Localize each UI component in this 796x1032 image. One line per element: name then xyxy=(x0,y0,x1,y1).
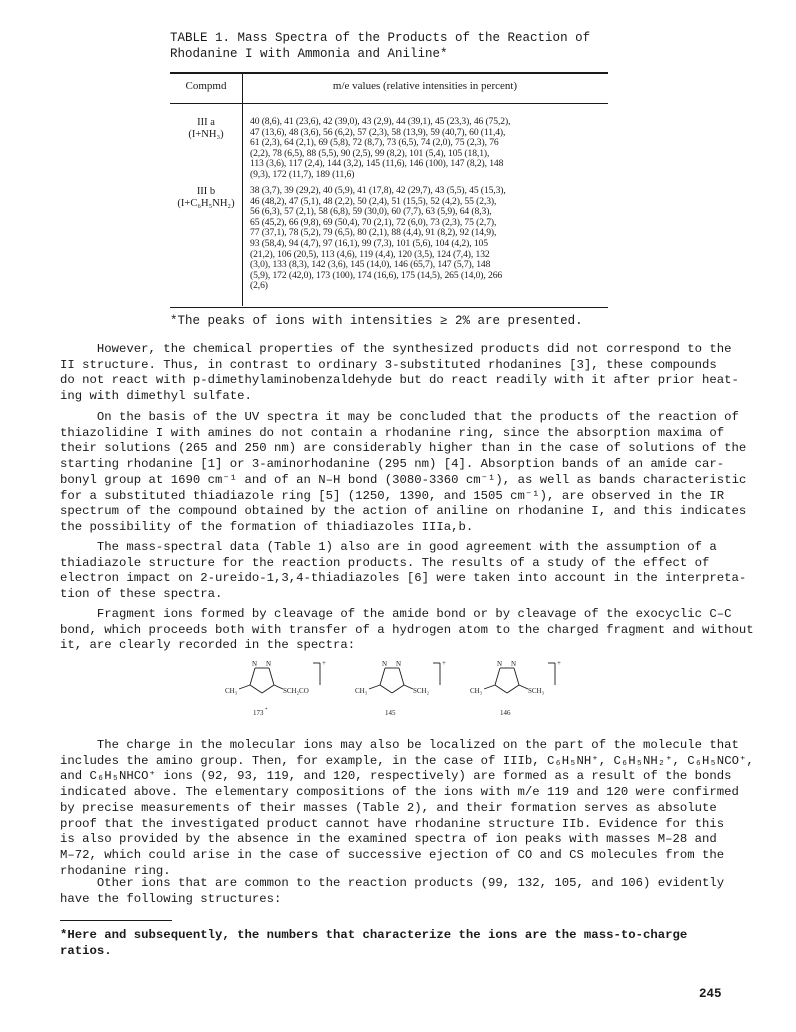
text-line: Fragment ions formed by cleavage of the amide bond or by cleavage of the exocyclic C–C xyxy=(60,607,732,621)
text-line: On the basis of the UV spectra it may be concluded that the products of the reaction of xyxy=(60,410,739,424)
text-line: bond, which proceeds both with transfer of a hydrogen atom to the charged fragment and without xyxy=(60,622,754,637)
ion-mass-mark: * xyxy=(265,708,268,713)
table-top-rule xyxy=(170,72,608,74)
mz-line: (9,3), 172 (11,7), 189 (11,6) xyxy=(250,168,355,180)
mz-line: 38 (3,7), 39 (29,2), 40 (5,9), 41 (17,8), 42 (29,7), 43 (5,5), 45 (15,3), xyxy=(250,185,506,196)
structure-145 xyxy=(355,659,446,717)
compound-name: III b xyxy=(196,186,216,197)
paragraph-uv-spectra xyxy=(60,410,750,536)
mz-line: 56 (6,3), 57 (2,1), 58 (6,8), 59 (30,0), 60 (7,7), 63 (5,9), 64 (8,3), xyxy=(250,206,492,218)
mz-line: 65 (45,2), 66 (9,8), 69 (50,4), 70 (2,1), 72 (6,0), 73 (2,3), 75 (2,7), xyxy=(250,216,497,228)
text-line: the possibility of the formation of thiadiazoles IIIa,b. xyxy=(60,519,474,534)
text-line: tion of these spectra. xyxy=(60,587,223,602)
ion-mass-label: 173 xyxy=(253,709,264,717)
ring-bond xyxy=(262,685,274,693)
ring-bond xyxy=(250,668,255,685)
substituent-bond xyxy=(239,685,250,689)
text-line: for a substituted thiadiazole ring [5] (1250, 1390, and 1505 cm⁻¹), are observed in the IR xyxy=(60,488,725,503)
ring-bond xyxy=(380,668,385,685)
ring-atom-N: N xyxy=(252,660,258,668)
thiadiazole-fragment-structures xyxy=(225,655,565,725)
text-line: thiadiazole structure for the reaction products. The results of a study of the effect of xyxy=(60,555,710,570)
text-line: starting rhodanine [1] or 3-aminorhodanine (295 nm) [4]. Absorption bands of an amide car- xyxy=(60,457,725,472)
text-line: it, are clearly recorded in the spectra: xyxy=(60,638,356,653)
substituent-bond xyxy=(274,685,283,689)
text-line: electron impact on 2-ureido-1,3,4-thiadiazoles [6] were taken into account in the interpreta- xyxy=(60,571,747,586)
paragraph-other-ions xyxy=(60,876,750,907)
mz-line: 113 (3,6), 117 (2,4), 144 (3,2), 145 (11,6), 146 (100), 147 (8,2), 148 xyxy=(250,158,504,170)
mz-line: (21,2), 106 (20,5), 113 (4,6), 119 (4,4), 120 (3,5), 124 (7,4), 132 xyxy=(250,248,490,260)
text-line: bonyl group at 1690 cm⁻¹ and of an N–H bond (3080-3360 cm⁻¹), as well as bands characteristic xyxy=(60,472,747,487)
ring-bond xyxy=(392,685,404,693)
compound-reagent: (I+NH₃) xyxy=(188,129,224,140)
ring-bond xyxy=(250,685,262,693)
mz-line: (3,0), 133 (8,3), 142 (3,6), 145 (14,0), 146 (65,7), 147 (5,7), 148 xyxy=(250,259,491,271)
column-header-compound: Compmd xyxy=(185,80,227,92)
mz-line: 61 (2,3), 64 (2,1), 69 (5,8), 72 (8,7), 73 (6,5), 74 (2,0), 75 (2,3), 76 xyxy=(250,137,499,149)
text-line: Other ions that are common to the reaction products (99, 132, 105, and 106) evidently xyxy=(60,876,725,890)
ion-charge: + xyxy=(322,659,326,667)
substituent-bond xyxy=(369,685,380,689)
mz-line: (2,2), 78 (6,5), 88 (5,5), 90 (2,5), 99 (8,2), 101 (5,4), 105 (18,1), xyxy=(250,147,490,159)
text-line: II structure. Thus, in contrast to ordinary 3-substituted rhodanines [3], these compounds xyxy=(60,357,717,372)
ion-charge: + xyxy=(442,659,446,667)
mz-line: 47 (13,6), 48 (3,6), 56 (6,2), 57 (2,3), 58 (13,9), 59 (40,7), 60 (11,4), xyxy=(250,126,506,138)
text-line: includes the amino group. Then, for example, in the case of IIIb, C₆H₅NH⁺, C₆H₅NH₂⁺, C₆H₅NCO⁺, xyxy=(60,753,754,768)
methyl-label: CH₃ xyxy=(355,687,368,695)
structure-173 xyxy=(225,659,326,717)
text-line: *Here and subsequently, the numbers that characterize the ions are the mass-to-charge xyxy=(60,928,688,942)
column-header-mz-values: m/e values (relative intensities in percent) xyxy=(332,80,518,92)
substituent-bond xyxy=(519,685,528,689)
table-caption-line-2: Rhodanine I with Ammonia and Aniline* xyxy=(170,47,448,61)
page-footnote xyxy=(60,928,750,959)
text-line: M–72, which could arise in the case of successive ejection of CO and CS molecules from the xyxy=(60,847,725,862)
ion-mass-label: 145 xyxy=(385,709,396,717)
text-line: spectrum of the compound obtained by the action of aniline on rhodanine I, and this indicates xyxy=(60,504,747,519)
text-line: The mass-spectral data (Table 1) also are in good agreement with the assumption of a xyxy=(60,540,717,554)
paragraph-chemical-properties xyxy=(60,342,750,405)
paragraph-fragment-ions xyxy=(60,607,754,654)
table-bottom-rule xyxy=(170,307,608,308)
ring-atom-N: N xyxy=(382,660,388,668)
text-line: indicated above. The elementary compositions of the ions with m/e 119 and 120 were confirmed xyxy=(60,785,739,800)
text-line: ratios. xyxy=(60,943,112,958)
text-line: However, the chemical properties of the synthesized products did not correspond to the xyxy=(60,342,732,356)
ring-atom-N: N xyxy=(511,660,517,668)
text-line: by precise measurements of their masses (Table 2), and their formation serves as absolute xyxy=(60,800,717,815)
mz-values-IIIa xyxy=(250,117,604,181)
ring-bond xyxy=(380,685,392,693)
text-line: proof that the investigated product cannot have rhodanine structure IIb. Evidence for this xyxy=(60,816,725,831)
table-column-divider xyxy=(242,74,243,306)
compound-reagent: (I+C₆H₅NH₂) xyxy=(177,198,235,209)
ring-bond xyxy=(495,685,507,693)
mz-line: (2,6) xyxy=(250,280,268,292)
ring-bond xyxy=(495,668,500,685)
substituent-label: SCH₃ xyxy=(528,687,545,695)
ring-bond xyxy=(514,668,519,685)
text-line: is also provided by the absence in the examined spectra of ion peaks with masses M–28 and xyxy=(60,832,717,847)
text-line: thiazolidine I with amines do not contain a rhodanine ring, since the absorption maxima of xyxy=(60,425,725,440)
mz-line: 40 (8,6), 41 (23,6), 42 (39,0), 43 (2,9), 44 (39,1), 45 (23,3), 46 (75,2), xyxy=(250,116,511,127)
footnote-rule xyxy=(60,920,172,921)
text-line: do not react with p-dimethylaminobenzaldehyde but do react readily with it after prior heat- xyxy=(60,373,739,388)
mz-line: 93 (58,4), 94 (4,7), 97 (16,1), 99 (7,3), 101 (5,6), 104 (4,2), 105 xyxy=(250,237,488,249)
ring-atom-N: N xyxy=(266,660,272,668)
page-number: 245 xyxy=(699,987,722,1001)
text-line: their solutions (265 and 250 nm) are considerably higher than in the case of solutions of the xyxy=(60,441,747,456)
table-caption xyxy=(170,30,640,62)
table-header-rule xyxy=(170,103,608,104)
table-footnote: *The peaks of ions with intensities ≥ 2% are presented. xyxy=(170,314,583,328)
compound-cell-IIIb xyxy=(172,186,240,210)
paragraph-mass-spectral-data xyxy=(60,540,750,603)
ring-bond xyxy=(399,668,404,685)
substituent-label: SCH₂ xyxy=(413,687,430,695)
ring-bond xyxy=(269,668,274,685)
substituent-bond xyxy=(404,685,413,689)
mz-values-IIIb xyxy=(250,186,604,292)
text-line: and C₆H₅NHCO⁺ ions (92, 93, 119, and 120, respectively) are formed as a result of the bonds xyxy=(60,769,732,784)
paragraph-charge-localization xyxy=(60,738,754,879)
mz-line: 46 (48,2), 47 (5,1), 48 (2,2), 50 (2,4), 51 (15,5), 52 (4,2), 55 (2,3), xyxy=(250,195,497,207)
mz-line: (5,9), 172 (42,0), 173 (100), 174 (16,6), 175 (14,5), 265 (14,0), 266 xyxy=(250,269,503,281)
compound-name: III a xyxy=(197,117,215,128)
structure-146 xyxy=(470,659,561,717)
ion-mass-label: 146 xyxy=(500,709,511,717)
ion-charge: + xyxy=(557,659,561,667)
methyl-label: CH₃ xyxy=(470,687,483,695)
ring-atom-N: N xyxy=(396,660,402,668)
text-line: ing with dimethyl sulfate. xyxy=(60,389,252,404)
methyl-label: CH₃ xyxy=(225,687,238,695)
ring-bond xyxy=(507,685,519,693)
mz-line: 77 (37,1), 78 (5,2), 79 (6,5), 80 (2,1), 88 (4,4), 91 (8,2), 92 (14,9), xyxy=(250,227,497,239)
table-caption-line-1: TABLE 1. Mass Spectra of the Products of the Reaction of xyxy=(170,31,591,45)
ring-atom-N: N xyxy=(497,660,503,668)
substituent-label: SCH₂CO xyxy=(283,687,309,695)
compound-cell-IIIa xyxy=(172,117,240,141)
text-line: rhodanine ring. xyxy=(60,863,171,878)
text-line: The charge in the molecular ions may also be localized on the part of the molecule that xyxy=(60,738,739,752)
substituent-bond xyxy=(484,685,495,689)
text-line: have the following structures: xyxy=(60,891,282,906)
